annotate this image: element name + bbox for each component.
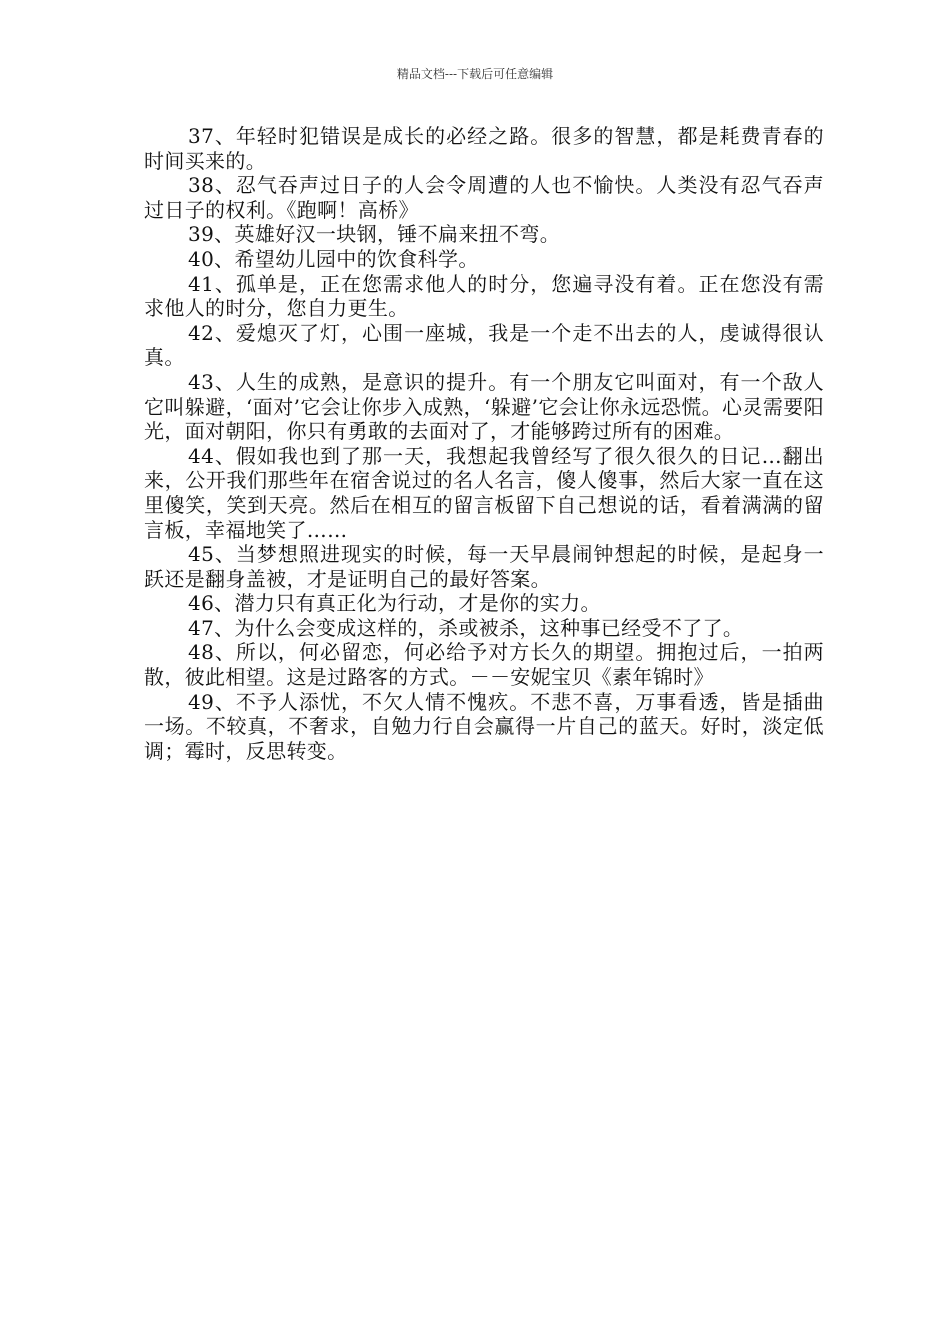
paragraph-47: 47、为什么会变成这样的，杀或被杀，这种事已经受不了了。 (188, 615, 744, 640)
paragraph-43: 43、人生的成熟，是意识的提升。有一个朋友它叫面对，有一个敌人它叫躲避，‘面对’它会让你步入成熟，‘躲避’它会让你永远恐慌。心灵需要阳光，面对朝阳，你只有勇敢的去面对了，才能够跨过所有的困难。 (144, 369, 824, 444)
paragraph-40: 40、希望幼儿园中的饮食科学。 (188, 246, 479, 271)
paragraph-44: 44、假如我也到了那一天，我想起我曾经写了很久很久的日记…翻出来，公开我们那些年在宿舍说过的名人名言，傻人傻事，然后大家一直在这里傻笑，笑到天亮。然后在相互的留言板留下自己想说的话，看着满满的留言板，幸福地笑了…… (144, 443, 824, 542)
paragraph-45: 45、当梦想照进现实的时候，每一天早晨闹钟想起的时候，是起身一跃还是翻身盖被，才是证明自己的最好答案。 (144, 542, 824, 591)
paragraph-48: 48、所以，何必留恋，何必给予对方长久的期望。拥抱过后，一拍两散，彼此相望。这是过路客的方式。－－安妮宝贝《素年锦时》 (144, 640, 824, 690)
paragraph-38: 38、忍气吞声过日子的人会令周遭的人也不愉快。人类没有忍气吞声过日子的权利。《跑啊！高桥》 (144, 173, 824, 222)
document-body (144, 124, 824, 763)
paragraph-39: 39、英雄好汉一块钢，锤不扁来扭不弯。 (188, 222, 561, 247)
paragraph-49: 49、不予人添忧，不欠人情不愧疚。不悲不喜，万事看透，皆是插曲一场。不较真，不奢求，自勉力行自会赢得一片自己的蓝天。好时，淡定低调；霉时，反思转变。 (144, 689, 824, 763)
paragraph-41: 41、孤单是，正在您需求他人的时分，您遍寻没有着。正在您没有需求他人的时分，您自力更生。 (144, 271, 824, 321)
paragraph-42: 42、爱熄灭了灯，心围一座城，我是一个走不出去的人，虔诚得很认真。 (144, 320, 824, 370)
paragraph-37: 37、年轻时犯错误是成长的必经之路。很多的智慧，都是耗费青春的时间买来的。 (144, 124, 824, 173)
page-header: 精品文档---下载后可任意编辑 (396, 67, 554, 81)
paragraph-46: 46、潜力只有真正化为行动，才是你的实力。 (188, 591, 601, 616)
